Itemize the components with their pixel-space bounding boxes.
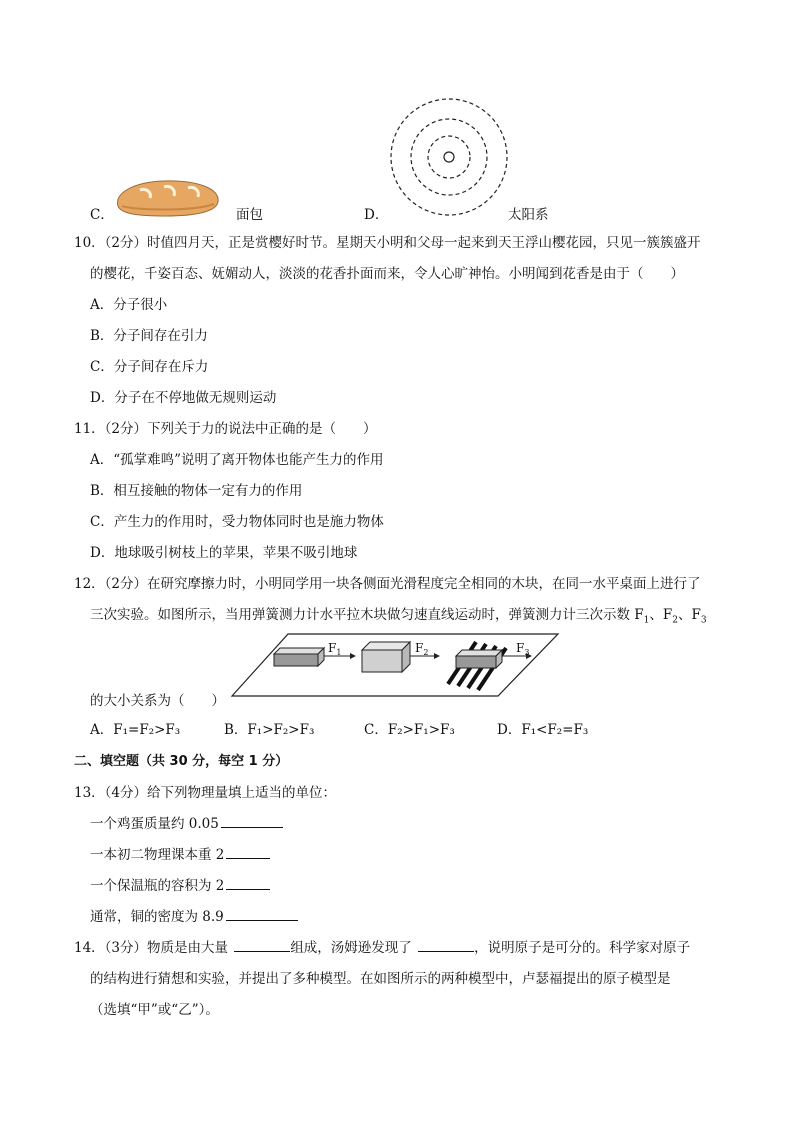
q11-option-d: D．地球吸引树枝上的苹果，苹果不吸引地球 [90, 545, 358, 561]
q12-option-d: D．F₁<F₂=F₃ [497, 722, 589, 738]
q12-stem-line3: 的大小关系为（ ） [90, 693, 225, 709]
q14-line1: 14．（3分）物质是由大量 组成，汤姆逊发现了 ，说明原子是可分的。科学家对原子 [74, 936, 690, 956]
q12-option-b: B．F₁>F₂>F₃ [224, 722, 315, 738]
q10-stem-line2: 的樱花，千姿百态、妩媚动人，淡淡的花香扑面而来，令人心旷神怡。小明闻到花香是由于（ ） [90, 266, 684, 282]
label-f3: $F_3$ [516, 641, 530, 657]
q12-stem-line1: 12．（2分）在研究摩擦力时，小明同学用一块各侧面光滑程度完全相同的木块，在同一水平桌面上进行了 [74, 576, 701, 592]
option-c-letter: C． [90, 207, 114, 223]
q14-line3: （选填“甲”或“乙”）。 [90, 1002, 219, 1018]
answer-blank[interactable] [221, 813, 283, 828]
q10-stem-line1: 10．（2分）时值四月天，正是赏樱好时节。星期天小明和父母一起来到天王浮山樱花园，只见一簇簇盛开 [74, 235, 701, 251]
answer-blank[interactable] [226, 844, 270, 859]
q11-option-c: C．产生力的作用时，受力物体同时也是施力物体 [90, 514, 384, 530]
solar-system-image [388, 96, 510, 218]
option-d-label: 太阳系 [508, 207, 549, 223]
q13-line2: 一本初二物理课本重 2 [90, 843, 270, 863]
q11-stem: 11．（2分）下列关于力的说法中正确的是（ ） [74, 421, 377, 437]
q13-line1: 一个鸡蛋质量约 0.05 [90, 812, 283, 832]
label-f1: $F_1$ [328, 641, 342, 657]
option-d-letter: D． [364, 207, 389, 223]
q10-option-c: C．分子间存在斥力 [90, 359, 209, 375]
q14-line2: 的结构进行猜想和实验，并提出了多种模型。在如图所示的两种模型中，卢瑟福提出的原子模型是 [90, 971, 671, 987]
answer-blank[interactable] [226, 906, 298, 921]
answer-blank[interactable] [418, 937, 474, 952]
q10-option-a: A．分子很小 [90, 297, 168, 313]
answer-blank[interactable] [234, 937, 290, 952]
friction-experiment-figure [230, 628, 560, 702]
option-c-label: 面包 [236, 207, 263, 223]
q13-line3: 一个保温瓶的容积为 2 [90, 874, 270, 894]
q12-option-a: A．F₁=F₂>F₃ [90, 722, 181, 738]
q11-option-b: B．相互接触的物体一定有力的作用 [90, 483, 303, 499]
section-title: 二、填空题（共 30 分，每空 1 分） [74, 754, 289, 769]
q13-line4: 通常，铜的密度为 8.9 [90, 905, 298, 925]
q12-options [90, 718, 710, 738]
q11-option-a: A．“孤掌难鸣”说明了离开物体也能产生力的作用 [90, 452, 384, 468]
label-f2: $F_2$ [415, 641, 429, 657]
q12-stem-line2: 三次实验。如图所示，当用弹簧测力计水平拉木块做匀速直线运动时，弹簧测力计三次示数 $F_1$、$F_2$、$F_3$ [90, 607, 707, 626]
bread-image [112, 176, 224, 218]
answer-blank[interactable] [226, 875, 270, 890]
q10-option-d: D．分子在不停地做无规则运动 [90, 390, 277, 406]
q12-option-c: C．F₂>F₁>F₃ [364, 722, 455, 738]
q10-option-b: B．分子间存在引力 [90, 328, 208, 344]
q13-stem: 13．（4分）给下列物理量填上适当的单位： [74, 785, 337, 801]
